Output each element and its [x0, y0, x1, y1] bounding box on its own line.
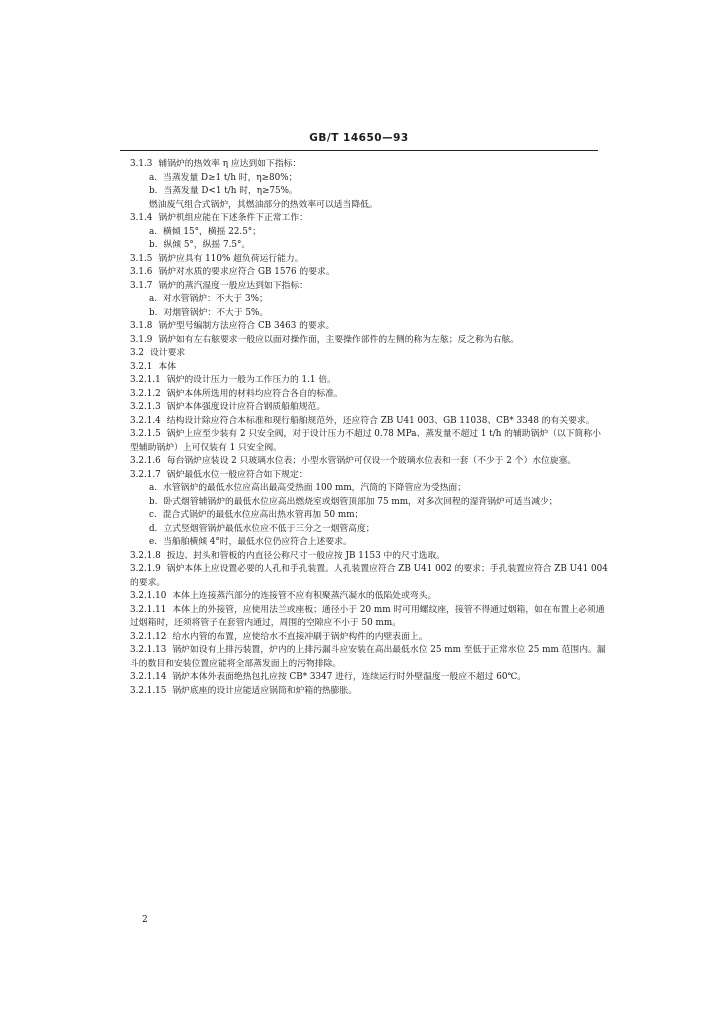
page-number: 2: [142, 915, 148, 925]
clause-text: 每台锅炉应装设 2 只玻璃水位表；小型水管锅炉可仅设一个玻璃水位表和一套（不少于 2 个）水位旋塞。: [166, 456, 577, 466]
clause-number: 3.1.7: [130, 280, 153, 291]
clause-line: [130, 401, 608, 415]
clause-text: 锅炉的蒸汽湿度一般应达到如下指标：: [158, 280, 308, 291]
clause-line: [130, 212, 608, 226]
clause-number: 3.2.1: [130, 361, 153, 372]
document-body: [130, 158, 608, 698]
clause-line: [130, 226, 608, 240]
clause-number: 3.2.1.11: [130, 604, 167, 615]
clause-text: 燃油废气组合式锅炉，其燃油部分的热效率可以适当降低。: [149, 199, 378, 210]
clause-line: [130, 158, 608, 172]
clause-text: 锅炉本体上应设置必要的人孔和手孔装置。人孔装置应符合 ZB U41 002 的要求；手孔装置应符合 ZB U41 004 的要求。: [130, 564, 608, 588]
clause-text: 锅炉上应至少装有 2 只安全阀，对于设计压力不超过 0.78 MPa、蒸发量不超过 1 t/h 的辅助锅炉（以下简称小型辅助锅炉）上可仅装有 1 只安全阀。: [130, 429, 601, 453]
clause-number: 3.2.1.13: [130, 645, 167, 655]
clause-text: 对烟管锅炉：不大于 5%。: [163, 307, 269, 318]
clause-text: 锅炉应具有 110% 超负荷运行能力。: [158, 253, 304, 264]
clause-text: 锅炉最低水位一般应符合如下规定：: [166, 469, 308, 480]
clause-number: 3.2.1.9: [130, 564, 161, 574]
clause-line: [130, 320, 608, 334]
clause-text: 扳边、封头和管板的内直径公称尺寸一般应按 JB 1153 中的尺寸选取。: [166, 550, 446, 561]
clause-number: 3.1.8: [130, 321, 153, 331]
clause-text: 结构设计除应符合本标准和现行船舶规范外，还应符合 ZB U41 003、GB 11038、CB* 3348 的有关要求。: [166, 415, 595, 426]
clause-text: 立式竖烟管锅炉最低水位应不低于三分之一烟管高度；: [163, 523, 375, 534]
clause-number: d.: [149, 523, 158, 534]
clause-text: 锅炉对水质的要求应符合 GB 1576 的要求。: [158, 267, 335, 277]
clause-line: [130, 185, 608, 199]
clause-line: [130, 266, 608, 280]
clause-line: [130, 172, 608, 186]
clause-number: 3.2.1.10: [130, 591, 167, 601]
clause-number: b.: [149, 496, 158, 507]
clause-line: [130, 361, 608, 375]
clause-line: [130, 496, 608, 510]
clause-text: 设计要求: [150, 348, 186, 358]
clause-text: 锅炉本体强度设计应符合钢质船舶规范。: [166, 402, 326, 412]
clause-text: 当船舶横倾 4°时，最低水位仍应符合上述要求。: [163, 537, 352, 547]
clause-line: [130, 631, 608, 645]
clause-number: b.: [149, 307, 158, 318]
clause-line: [130, 307, 608, 321]
clause-number: b.: [149, 240, 158, 250]
clause-line: [130, 482, 608, 496]
clause-line: [130, 563, 608, 590]
clause-line: [130, 671, 608, 685]
standard-code-header: GB/T 14650—93: [309, 132, 409, 144]
clause-number: 3.2.1.4: [130, 415, 161, 426]
clause-text: 水管锅炉的最低水位应高出最高受热面 100 mm，汽筒的下降管应为受热面；: [163, 483, 467, 493]
clause-line: [130, 415, 608, 429]
clause-line: [130, 293, 608, 307]
clause-line: [130, 280, 608, 294]
clause-text: 对水管锅炉：不大于 3%；: [163, 294, 268, 304]
clause-number: 3.2.1.8: [130, 550, 161, 561]
clause-number: 3.2.1.14: [130, 672, 167, 682]
clause-line: [130, 239, 608, 253]
clause-line: [130, 536, 608, 550]
clause-number: a.: [149, 294, 158, 304]
clause-line: [130, 469, 608, 483]
clause-number: 3.2.1.2: [130, 388, 161, 399]
clause-text: 锅炉如设有上排污装置，炉内的上排污漏斗应安装在高出最低水位 25 mm 至低于正常水位 25 mm 范围内。漏斗的数目和安装位置应能将全部蒸发面上的污物排除。: [130, 645, 606, 669]
clause-text: 锅炉机组应能在下述条件下正常工作：: [158, 213, 308, 223]
clause-line: [130, 590, 608, 604]
clause-number: 3.2.1.7: [130, 469, 161, 480]
clause-line: [130, 199, 608, 213]
clause-number: e.: [149, 537, 158, 547]
clause-line: [130, 685, 608, 699]
clause-line: [130, 388, 608, 402]
clause-number: 3.2.1.6: [130, 456, 161, 466]
clause-number: 3.1.4: [130, 213, 153, 223]
clause-line: [130, 604, 608, 631]
clause-number: 3.2.1.12: [130, 631, 167, 642]
clause-text: 当蒸发量 D≥1 t/h 时，η≥80%；: [163, 172, 298, 183]
clause-number: 3.1.6: [130, 267, 153, 277]
clause-line: [130, 509, 608, 523]
clause-text: 锅炉本体外表面绝热包扎应按 CB* 3347 进行，连续运行时外壁温度一般应不超过 60℃。: [172, 672, 527, 682]
clause-text: 给水内管的布置，应使给水不直接冲刷于锅炉构件的内壁表面上。: [172, 631, 428, 642]
clause-line: [130, 428, 608, 455]
clause-text: 锅炉底座的设计应能适应锅筒和炉箱的热膨胀。: [172, 685, 358, 696]
clause-number: 3.1.5: [130, 253, 153, 264]
header-rule: [120, 150, 598, 151]
clause-number: a.: [149, 226, 158, 237]
clause-line: [130, 644, 608, 671]
clause-number: 3.2.1.15: [130, 685, 167, 696]
clause-line: [130, 334, 608, 348]
clause-number: 3.2: [130, 348, 144, 358]
clause-number: 3.1.3: [130, 159, 153, 169]
clause-text: 锅炉的设计压力一般为工作压力的 1.1 倍。: [166, 375, 336, 385]
clause-text: 锅炉本体所选用的材料均应符合各自的标准。: [166, 388, 343, 399]
clause-text: 本体上连接蒸汽部分的连接管不应有积聚蒸汽凝水的低陷处或弯头。: [172, 591, 437, 601]
clause-line: [130, 550, 608, 564]
clause-text: 辅锅炉的热效率 η 应达到如下指标：: [158, 159, 302, 169]
clause-text: 卧式烟管辅锅炉的最低水位应高出燃烧室或烟管顶部加 75 mm，对多次回程的湿背锅炉可适当减少；: [163, 496, 558, 507]
clause-text: 锅炉型号编制方法应符合 CB 3463 的要求。: [158, 321, 335, 331]
clause-number: c.: [149, 510, 157, 520]
clause-number: b.: [149, 186, 158, 196]
clause-line: [130, 374, 608, 388]
clause-text: 横倾 15°，横摇 22.5°；: [163, 226, 261, 237]
clause-line: [130, 455, 608, 469]
clause-line: [130, 253, 608, 267]
clause-text: 混合式锅炉的最低水位应高出热水管再加 50 mm；: [162, 510, 364, 520]
clause-number: 3.2.1.3: [130, 402, 161, 412]
clause-line: [130, 523, 608, 537]
clause-number: a.: [149, 172, 158, 183]
clause-number: a.: [149, 483, 158, 493]
clause-text: 本体: [158, 361, 176, 372]
clause-number: 3.1.9: [130, 334, 153, 345]
clause-text: 本体上的外接管，应使用法兰或座板；通径小于 20 mm 时可用螺纹座，接管不得通过烟箱，如在布置上必须通过烟箱时，还须将管子在套管内通过，周围的空隙应不小于 50 mm。: [130, 604, 605, 628]
clause-line: [130, 347, 608, 361]
clause-text: 当蒸发量 D<1 t/h 时，η≥75%。: [163, 186, 298, 196]
clause-number: 3.2.1.1: [130, 375, 161, 385]
clause-text: 纵倾 5°，纵摇 7.5°。: [163, 240, 251, 250]
clause-text: 锅炉如有左右舷要求一般应以面对操作面，主要操作部件的左侧的称为左舷；反之称为右舷。: [158, 334, 520, 345]
clause-number: 3.2.1.5: [130, 429, 161, 439]
